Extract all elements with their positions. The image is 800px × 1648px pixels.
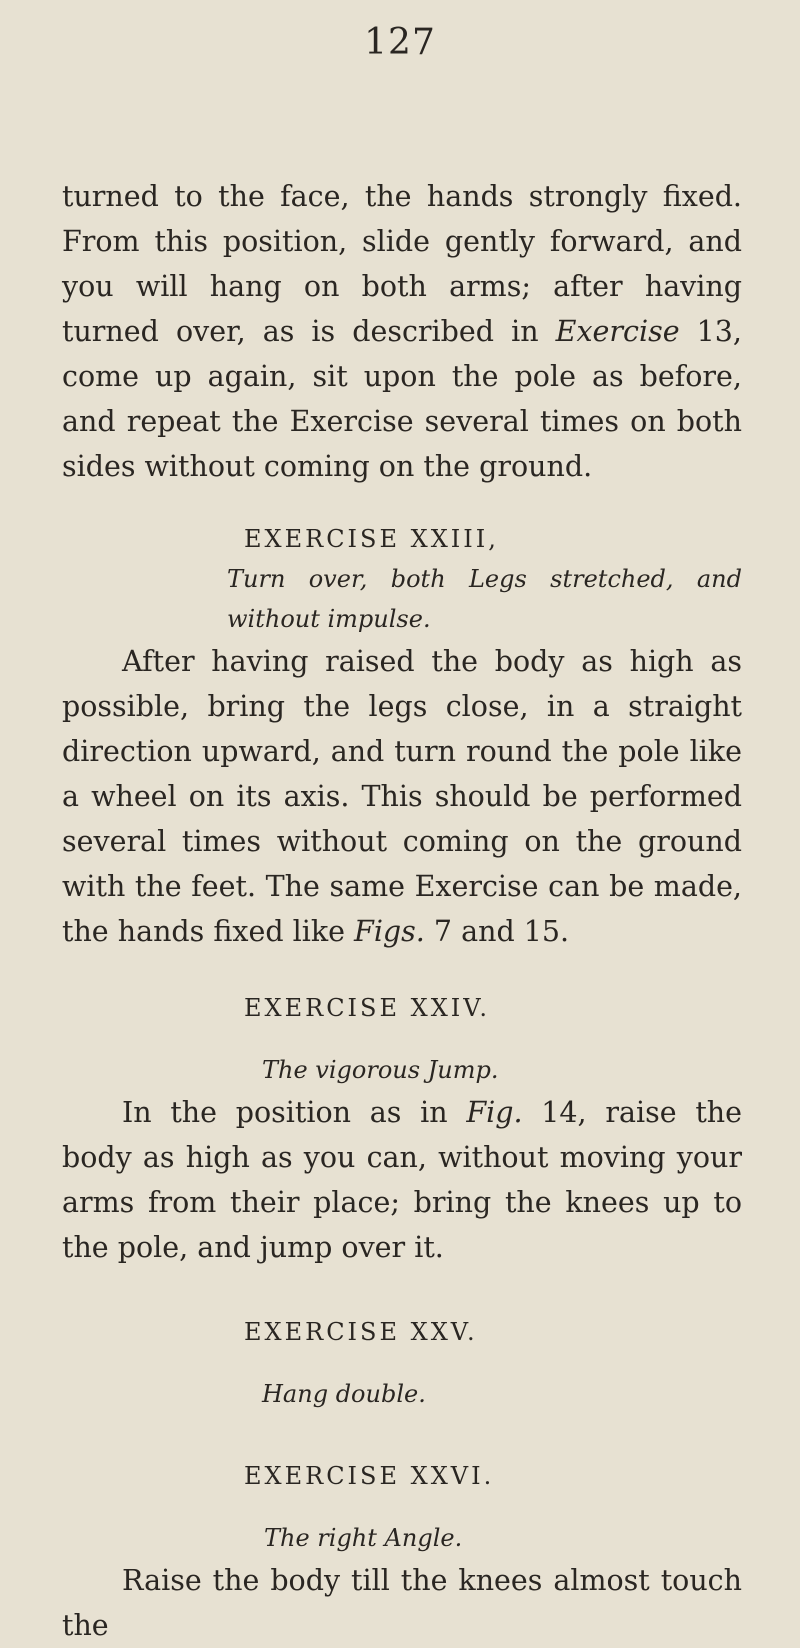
exercise-heading: EXERCISE XXIV. xyxy=(244,994,491,1022)
exercise-subtitle: Hang double. xyxy=(262,1380,426,1408)
exercise-text: After having raised the body as high as possible, bring the legs close, in a straight direction upward, and turn round the pole like a wheel on its axis. This should be performed several times without coming on the ground with the feet. The same Exercise can be made, the hands fixed like Figs. 7 and 15. xyxy=(62,645,742,948)
exercise-text: Raise the body till the knees almost touch the xyxy=(62,1564,742,1642)
exercise-heading: EXERCISE XXVI. xyxy=(244,1462,495,1490)
page-body xyxy=(62,174,742,1648)
paragraph-continued: turned to the face, the hands strongly fixed. From this position, slide gently forward, and you will hang on both arms; after having turned over, as is described in Exercise 13, come up again, sit upon the pole as before, and repeat the Exercise several times on both sides without coming on the ground. xyxy=(62,180,742,483)
page-number: 127 xyxy=(364,22,436,63)
exercise-text: In the position as in Fig. 14, raise the body as high as you can, without moving your arms from their place; bring the knees up to the pole, and jump over it. xyxy=(62,1096,742,1264)
exercise-heading: EXERCISE XXV. xyxy=(244,1318,478,1346)
exercise-subtitle: Turn over, both Legs stretched, and without impulse. xyxy=(227,565,742,633)
exercise-subtitle: The vigorous Jump. xyxy=(262,1056,499,1084)
exercise-heading: EXERCISE XXIII, xyxy=(244,525,499,553)
exercise-subtitle: The right Angle. xyxy=(264,1524,463,1552)
